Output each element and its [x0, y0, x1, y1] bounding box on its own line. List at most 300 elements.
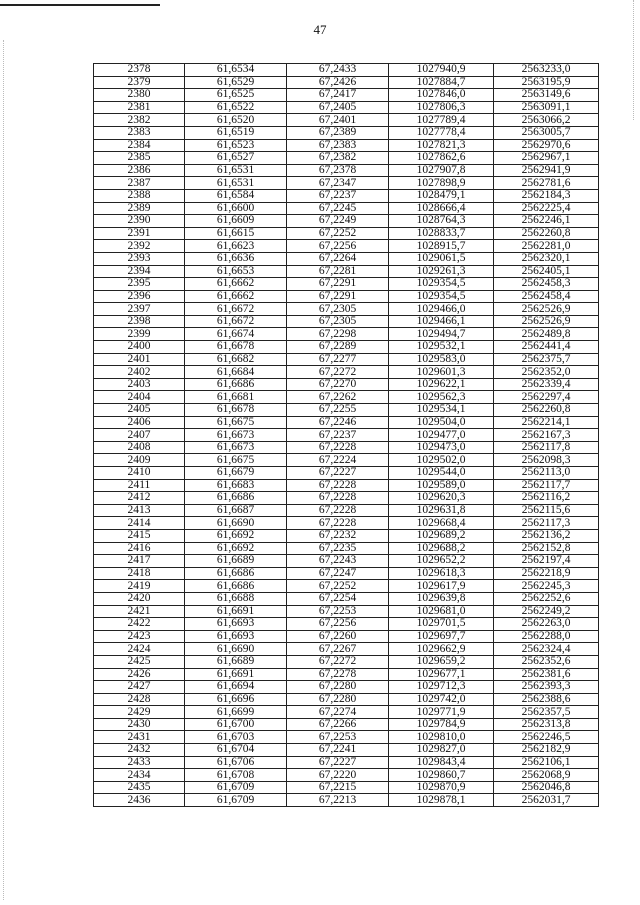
y-coordinate-cell: 2562249,2: [494, 605, 599, 618]
longitude-cell: 67,2305: [287, 315, 389, 328]
y-coordinate-cell: 2562375,7: [494, 353, 599, 366]
y-coordinate-cell: 2562381,6: [494, 668, 599, 681]
point-number-cell: 2422: [94, 618, 185, 631]
longitude-cell: 67,2256: [287, 240, 389, 253]
latitude-cell: 61,6687: [185, 504, 287, 517]
table-row: [94, 731, 599, 744]
latitude-cell: 61,6636: [185, 252, 287, 265]
x-coordinate-cell: 1029668,4: [389, 517, 494, 530]
point-number-cell: 2387: [94, 177, 185, 190]
longitude-cell: 67,2298: [287, 328, 389, 341]
latitude-cell: 61,6690: [185, 643, 287, 656]
point-number-cell: 2428: [94, 693, 185, 706]
point-number-cell: 2381: [94, 101, 185, 114]
y-coordinate-cell: 2562046,8: [494, 781, 599, 794]
table-row: [94, 756, 599, 769]
longitude-cell: 67,2280: [287, 693, 389, 706]
latitude-cell: 61,6672: [185, 303, 287, 316]
y-coordinate-cell: 2562941,9: [494, 164, 599, 177]
latitude-cell: 61,6693: [185, 618, 287, 631]
table-row: [94, 64, 599, 77]
table-row: [94, 744, 599, 757]
y-coordinate-cell: 2562214,1: [494, 416, 599, 429]
point-number-cell: 2426: [94, 668, 185, 681]
longitude-cell: 67,2220: [287, 769, 389, 782]
latitude-cell: 61,6686: [185, 378, 287, 391]
y-coordinate-cell: 2563091,1: [494, 101, 599, 114]
latitude-cell: 61,6623: [185, 240, 287, 253]
longitude-cell: 67,2228: [287, 517, 389, 530]
scan-artifact-line: [0, 4, 160, 6]
longitude-cell: 67,2383: [287, 139, 389, 152]
longitude-cell: 67,2228: [287, 504, 389, 517]
latitude-cell: 61,6519: [185, 126, 287, 139]
table-row: [94, 341, 599, 354]
latitude-cell: 61,6689: [185, 655, 287, 668]
x-coordinate-cell: 1029562,3: [389, 391, 494, 404]
longitude-cell: 67,2246: [287, 416, 389, 429]
latitude-cell: 61,6684: [185, 366, 287, 379]
table-row: [94, 492, 599, 505]
x-coordinate-cell: 1029617,9: [389, 580, 494, 593]
point-number-cell: 2382: [94, 114, 185, 127]
x-coordinate-cell: 1029771,9: [389, 706, 494, 719]
table-row: [94, 529, 599, 542]
point-number-cell: 2393: [94, 252, 185, 265]
table-row: [94, 215, 599, 228]
longitude-cell: 67,2274: [287, 706, 389, 719]
point-number-cell: 2410: [94, 467, 185, 480]
latitude-cell: 61,6522: [185, 101, 287, 114]
y-coordinate-cell: 2562068,9: [494, 769, 599, 782]
x-coordinate-cell: 1027806,3: [389, 101, 494, 114]
y-coordinate-cell: 2562246,5: [494, 731, 599, 744]
y-coordinate-cell: 2563195,9: [494, 76, 599, 89]
point-number-cell: 2421: [94, 605, 185, 618]
x-coordinate-cell: 1029261,3: [389, 265, 494, 278]
longitude-cell: 67,2253: [287, 731, 389, 744]
point-number-cell: 2391: [94, 227, 185, 240]
x-coordinate-cell: 1027862,6: [389, 152, 494, 165]
latitude-cell: 61,6525: [185, 89, 287, 102]
x-coordinate-cell: 1029843,4: [389, 756, 494, 769]
page-number: 47: [313, 22, 327, 37]
latitude-cell: 61,6691: [185, 605, 287, 618]
y-coordinate-cell: 2562098,3: [494, 454, 599, 467]
table-row: [94, 567, 599, 580]
point-number-cell: 2394: [94, 265, 185, 278]
point-number-cell: 2412: [94, 492, 185, 505]
table-row: [94, 189, 599, 202]
x-coordinate-cell: 1029681,0: [389, 605, 494, 618]
table-row: [94, 101, 599, 114]
x-coordinate-cell: 1029583,0: [389, 353, 494, 366]
latitude-cell: 61,6662: [185, 290, 287, 303]
table-row: [94, 769, 599, 782]
point-number-cell: 2397: [94, 303, 185, 316]
latitude-cell: 61,6673: [185, 429, 287, 442]
y-coordinate-cell: 2562313,8: [494, 718, 599, 731]
x-coordinate-cell: 1029712,3: [389, 681, 494, 694]
table-row: [94, 794, 599, 807]
latitude-cell: 61,6709: [185, 781, 287, 794]
y-coordinate-cell: 2562967,1: [494, 152, 599, 165]
x-coordinate-cell: 1027778,4: [389, 126, 494, 139]
latitude-cell: 61,6689: [185, 555, 287, 568]
longitude-cell: 67,2289: [287, 341, 389, 354]
latitude-cell: 61,6675: [185, 454, 287, 467]
latitude-cell: 61,6692: [185, 542, 287, 555]
table-row: [94, 454, 599, 467]
point-number-cell: 2420: [94, 592, 185, 605]
x-coordinate-cell: 1029827,0: [389, 744, 494, 757]
table-row: [94, 605, 599, 618]
point-number-cell: 2415: [94, 529, 185, 542]
x-coordinate-cell: 1029534,1: [389, 404, 494, 417]
x-coordinate-cell: 1029601,3: [389, 366, 494, 379]
latitude-cell: 61,6681: [185, 391, 287, 404]
y-coordinate-cell: 2562526,9: [494, 315, 599, 328]
table-row: [94, 391, 599, 404]
x-coordinate-cell: 1029639,8: [389, 592, 494, 605]
y-coordinate-cell: 2562116,2: [494, 492, 599, 505]
y-coordinate-cell: 2562218,9: [494, 567, 599, 580]
point-number-cell: 2401: [94, 353, 185, 366]
latitude-cell: 61,6675: [185, 416, 287, 429]
longitude-cell: 67,2256: [287, 618, 389, 631]
y-coordinate-cell: 2562489,8: [494, 328, 599, 341]
x-coordinate-cell: 1029631,8: [389, 504, 494, 517]
latitude-cell: 61,6609: [185, 215, 287, 228]
x-coordinate-cell: 1029622,1: [389, 378, 494, 391]
longitude-cell: 67,2433: [287, 64, 389, 77]
point-number-cell: 2414: [94, 517, 185, 530]
y-coordinate-cell: 2562182,9: [494, 744, 599, 757]
x-coordinate-cell: 1029466,1: [389, 315, 494, 328]
x-coordinate-cell: 1027907,8: [389, 164, 494, 177]
y-coordinate-cell: 2562117,7: [494, 479, 599, 492]
longitude-cell: 67,2291: [287, 290, 389, 303]
longitude-cell: 67,2215: [287, 781, 389, 794]
y-coordinate-cell: 2562252,6: [494, 592, 599, 605]
table-row: [94, 555, 599, 568]
y-coordinate-cell: 2562031,7: [494, 794, 599, 807]
x-coordinate-cell: 1029688,2: [389, 542, 494, 555]
y-coordinate-cell: 2562117,3: [494, 517, 599, 530]
y-coordinate-cell: 2562288,0: [494, 630, 599, 643]
x-coordinate-cell: 1029494,7: [389, 328, 494, 341]
x-coordinate-cell: 1027884,7: [389, 76, 494, 89]
point-number-cell: 2424: [94, 643, 185, 656]
y-coordinate-cell: 2562357,5: [494, 706, 599, 719]
point-number-cell: 2407: [94, 429, 185, 442]
x-coordinate-cell: 1029544,0: [389, 467, 494, 480]
longitude-cell: 67,2249: [287, 215, 389, 228]
longitude-cell: 67,2262: [287, 391, 389, 404]
table-row: [94, 618, 599, 631]
longitude-cell: 67,2213: [287, 794, 389, 807]
point-number-cell: 2380: [94, 89, 185, 102]
table-row: [94, 681, 599, 694]
table-row: [94, 630, 599, 643]
latitude-cell: 61,6703: [185, 731, 287, 744]
point-number-cell: 2436: [94, 794, 185, 807]
longitude-cell: 67,2389: [287, 126, 389, 139]
x-coordinate-cell: 1028666,4: [389, 202, 494, 215]
table-row: [94, 240, 599, 253]
table-row: [94, 517, 599, 530]
x-coordinate-cell: 1029810,0: [389, 731, 494, 744]
x-coordinate-cell: 1029701,5: [389, 618, 494, 631]
longitude-cell: 67,2280: [287, 681, 389, 694]
longitude-cell: 67,2347: [287, 177, 389, 190]
point-number-cell: 2378: [94, 64, 185, 77]
coordinates-table: [93, 63, 599, 807]
x-coordinate-cell: 1029659,2: [389, 655, 494, 668]
longitude-cell: 67,2252: [287, 227, 389, 240]
latitude-cell: 61,6696: [185, 693, 287, 706]
latitude-cell: 61,6682: [185, 353, 287, 366]
longitude-cell: 67,2272: [287, 655, 389, 668]
point-number-cell: 2413: [94, 504, 185, 517]
latitude-cell: 61,6672: [185, 315, 287, 328]
table-row: [94, 643, 599, 656]
x-coordinate-cell: 1028479,1: [389, 189, 494, 202]
y-coordinate-cell: 2562106,1: [494, 756, 599, 769]
y-coordinate-cell: 2562458,4: [494, 290, 599, 303]
latitude-cell: 61,6708: [185, 769, 287, 782]
table-row: [94, 580, 599, 593]
point-number-cell: 2434: [94, 769, 185, 782]
latitude-cell: 61,6674: [185, 328, 287, 341]
x-coordinate-cell: 1029697,7: [389, 630, 494, 643]
point-number-cell: 2431: [94, 731, 185, 744]
table-row: [94, 706, 599, 719]
x-coordinate-cell: 1029354,5: [389, 290, 494, 303]
table-row: [94, 328, 599, 341]
table-row: [94, 303, 599, 316]
latitude-cell: 61,6531: [185, 177, 287, 190]
longitude-cell: 67,2281: [287, 265, 389, 278]
x-coordinate-cell: 1029589,0: [389, 479, 494, 492]
table-row: [94, 353, 599, 366]
coordinates-table-body: [94, 64, 599, 807]
longitude-cell: 67,2382: [287, 152, 389, 165]
y-coordinate-cell: 2562184,3: [494, 189, 599, 202]
longitude-cell: 67,2270: [287, 378, 389, 391]
x-coordinate-cell: 1027940,9: [389, 64, 494, 77]
latitude-cell: 61,6686: [185, 567, 287, 580]
point-number-cell: 2383: [94, 126, 185, 139]
point-number-cell: 2417: [94, 555, 185, 568]
point-number-cell: 2406: [94, 416, 185, 429]
point-number-cell: 2419: [94, 580, 185, 593]
latitude-cell: 61,6691: [185, 668, 287, 681]
table-row: [94, 164, 599, 177]
latitude-cell: 61,6615: [185, 227, 287, 240]
latitude-cell: 61,6694: [185, 681, 287, 694]
x-coordinate-cell: 1029618,3: [389, 567, 494, 580]
point-number-cell: 2388: [94, 189, 185, 202]
x-coordinate-cell: 1029620,3: [389, 492, 494, 505]
y-coordinate-cell: 2562260,8: [494, 404, 599, 417]
longitude-cell: 67,2252: [287, 580, 389, 593]
table-row: [94, 290, 599, 303]
table-row: [94, 592, 599, 605]
x-coordinate-cell: 1029662,9: [389, 643, 494, 656]
point-number-cell: 2432: [94, 744, 185, 757]
y-coordinate-cell: 2562245,3: [494, 580, 599, 593]
longitude-cell: 67,2237: [287, 429, 389, 442]
point-number-cell: 2403: [94, 378, 185, 391]
latitude-cell: 61,6690: [185, 517, 287, 530]
point-number-cell: 2416: [94, 542, 185, 555]
latitude-cell: 61,6531: [185, 164, 287, 177]
table-row: [94, 429, 599, 442]
table-row: [94, 252, 599, 265]
x-coordinate-cell: 1029860,7: [389, 769, 494, 782]
table-row: [94, 227, 599, 240]
latitude-cell: 61,6686: [185, 580, 287, 593]
longitude-cell: 67,2237: [287, 189, 389, 202]
longitude-cell: 67,2417: [287, 89, 389, 102]
longitude-cell: 67,2235: [287, 542, 389, 555]
longitude-cell: 67,2277: [287, 353, 389, 366]
point-number-cell: 2400: [94, 341, 185, 354]
point-number-cell: 2433: [94, 756, 185, 769]
longitude-cell: 67,2253: [287, 605, 389, 618]
x-coordinate-cell: 1029870,9: [389, 781, 494, 794]
y-coordinate-cell: 2562458,3: [494, 278, 599, 291]
longitude-cell: 67,2227: [287, 467, 389, 480]
longitude-cell: 67,2224: [287, 454, 389, 467]
longitude-cell: 67,2267: [287, 643, 389, 656]
table-row: [94, 467, 599, 480]
table-row: [94, 416, 599, 429]
table-row: [94, 126, 599, 139]
latitude-cell: 61,6534: [185, 64, 287, 77]
point-number-cell: 2405: [94, 404, 185, 417]
longitude-cell: 67,2426: [287, 76, 389, 89]
point-number-cell: 2386: [94, 164, 185, 177]
y-coordinate-cell: 2563005,7: [494, 126, 599, 139]
point-number-cell: 2399: [94, 328, 185, 341]
table-row: [94, 781, 599, 794]
latitude-cell: 61,6523: [185, 139, 287, 152]
y-coordinate-cell: 2562352,0: [494, 366, 599, 379]
longitude-cell: 67,2401: [287, 114, 389, 127]
point-number-cell: 2409: [94, 454, 185, 467]
table-row: [94, 655, 599, 668]
point-number-cell: 2396: [94, 290, 185, 303]
y-coordinate-cell: 2562117,8: [494, 441, 599, 454]
longitude-cell: 67,2305: [287, 303, 389, 316]
longitude-cell: 67,2266: [287, 718, 389, 731]
y-coordinate-cell: 2562297,4: [494, 391, 599, 404]
x-coordinate-cell: 1029473,0: [389, 441, 494, 454]
latitude-cell: 61,6520: [185, 114, 287, 127]
longitude-cell: 67,2255: [287, 404, 389, 417]
point-number-cell: 2427: [94, 681, 185, 694]
y-coordinate-cell: 2562225,4: [494, 202, 599, 215]
table-row: [94, 139, 599, 152]
table-row: [94, 479, 599, 492]
y-coordinate-cell: 2562388,6: [494, 693, 599, 706]
point-number-cell: 2425: [94, 655, 185, 668]
latitude-cell: 61,6692: [185, 529, 287, 542]
x-coordinate-cell: 1027821,3: [389, 139, 494, 152]
y-coordinate-cell: 2562281,0: [494, 240, 599, 253]
longitude-cell: 67,2254: [287, 592, 389, 605]
table-row: [94, 504, 599, 517]
point-number-cell: 2430: [94, 718, 185, 731]
point-number-cell: 2379: [94, 76, 185, 89]
table-row: [94, 265, 599, 278]
point-number-cell: 2423: [94, 630, 185, 643]
point-number-cell: 2404: [94, 391, 185, 404]
table-row: [94, 441, 599, 454]
table-row: [94, 152, 599, 165]
y-coordinate-cell: 2562115,6: [494, 504, 599, 517]
longitude-cell: 67,2228: [287, 441, 389, 454]
latitude-cell: 61,6653: [185, 265, 287, 278]
y-coordinate-cell: 2562970,6: [494, 139, 599, 152]
point-number-cell: 2395: [94, 278, 185, 291]
latitude-cell: 61,6706: [185, 756, 287, 769]
point-number-cell: 2385: [94, 152, 185, 165]
y-coordinate-cell: 2562441,4: [494, 341, 599, 354]
latitude-cell: 61,6527: [185, 152, 287, 165]
longitude-cell: 67,2272: [287, 366, 389, 379]
x-coordinate-cell: 1029784,9: [389, 718, 494, 731]
latitude-cell: 61,6673: [185, 441, 287, 454]
y-coordinate-cell: 2562167,3: [494, 429, 599, 442]
table-row: [94, 89, 599, 102]
table-row: [94, 76, 599, 89]
y-coordinate-cell: 2563149,6: [494, 89, 599, 102]
latitude-cell: 61,6683: [185, 479, 287, 492]
point-number-cell: 2384: [94, 139, 185, 152]
x-coordinate-cell: 1029061,5: [389, 252, 494, 265]
x-coordinate-cell: 1027846,0: [389, 89, 494, 102]
table-row: [94, 114, 599, 127]
table-row: [94, 378, 599, 391]
x-coordinate-cell: 1028833,7: [389, 227, 494, 240]
x-coordinate-cell: 1029502,0: [389, 454, 494, 467]
y-coordinate-cell: 2562320,1: [494, 252, 599, 265]
y-coordinate-cell: 2562352,6: [494, 655, 599, 668]
point-number-cell: 2429: [94, 706, 185, 719]
longitude-cell: 67,2264: [287, 252, 389, 265]
x-coordinate-cell: 1029354,5: [389, 278, 494, 291]
longitude-cell: 67,2232: [287, 529, 389, 542]
x-coordinate-cell: 1029477,0: [389, 429, 494, 442]
y-coordinate-cell: 2562113,0: [494, 467, 599, 480]
longitude-cell: 67,2227: [287, 756, 389, 769]
latitude-cell: 61,6693: [185, 630, 287, 643]
longitude-cell: 67,2228: [287, 492, 389, 505]
longitude-cell: 67,2241: [287, 744, 389, 757]
x-coordinate-cell: 1029878,1: [389, 794, 494, 807]
table-row: [94, 202, 599, 215]
latitude-cell: 61,6704: [185, 744, 287, 757]
point-number-cell: 2390: [94, 215, 185, 228]
y-coordinate-cell: 2562152,8: [494, 542, 599, 555]
latitude-cell: 61,6584: [185, 189, 287, 202]
x-coordinate-cell: 1027789,4: [389, 114, 494, 127]
point-number-cell: 2389: [94, 202, 185, 215]
x-coordinate-cell: 1029652,2: [389, 555, 494, 568]
